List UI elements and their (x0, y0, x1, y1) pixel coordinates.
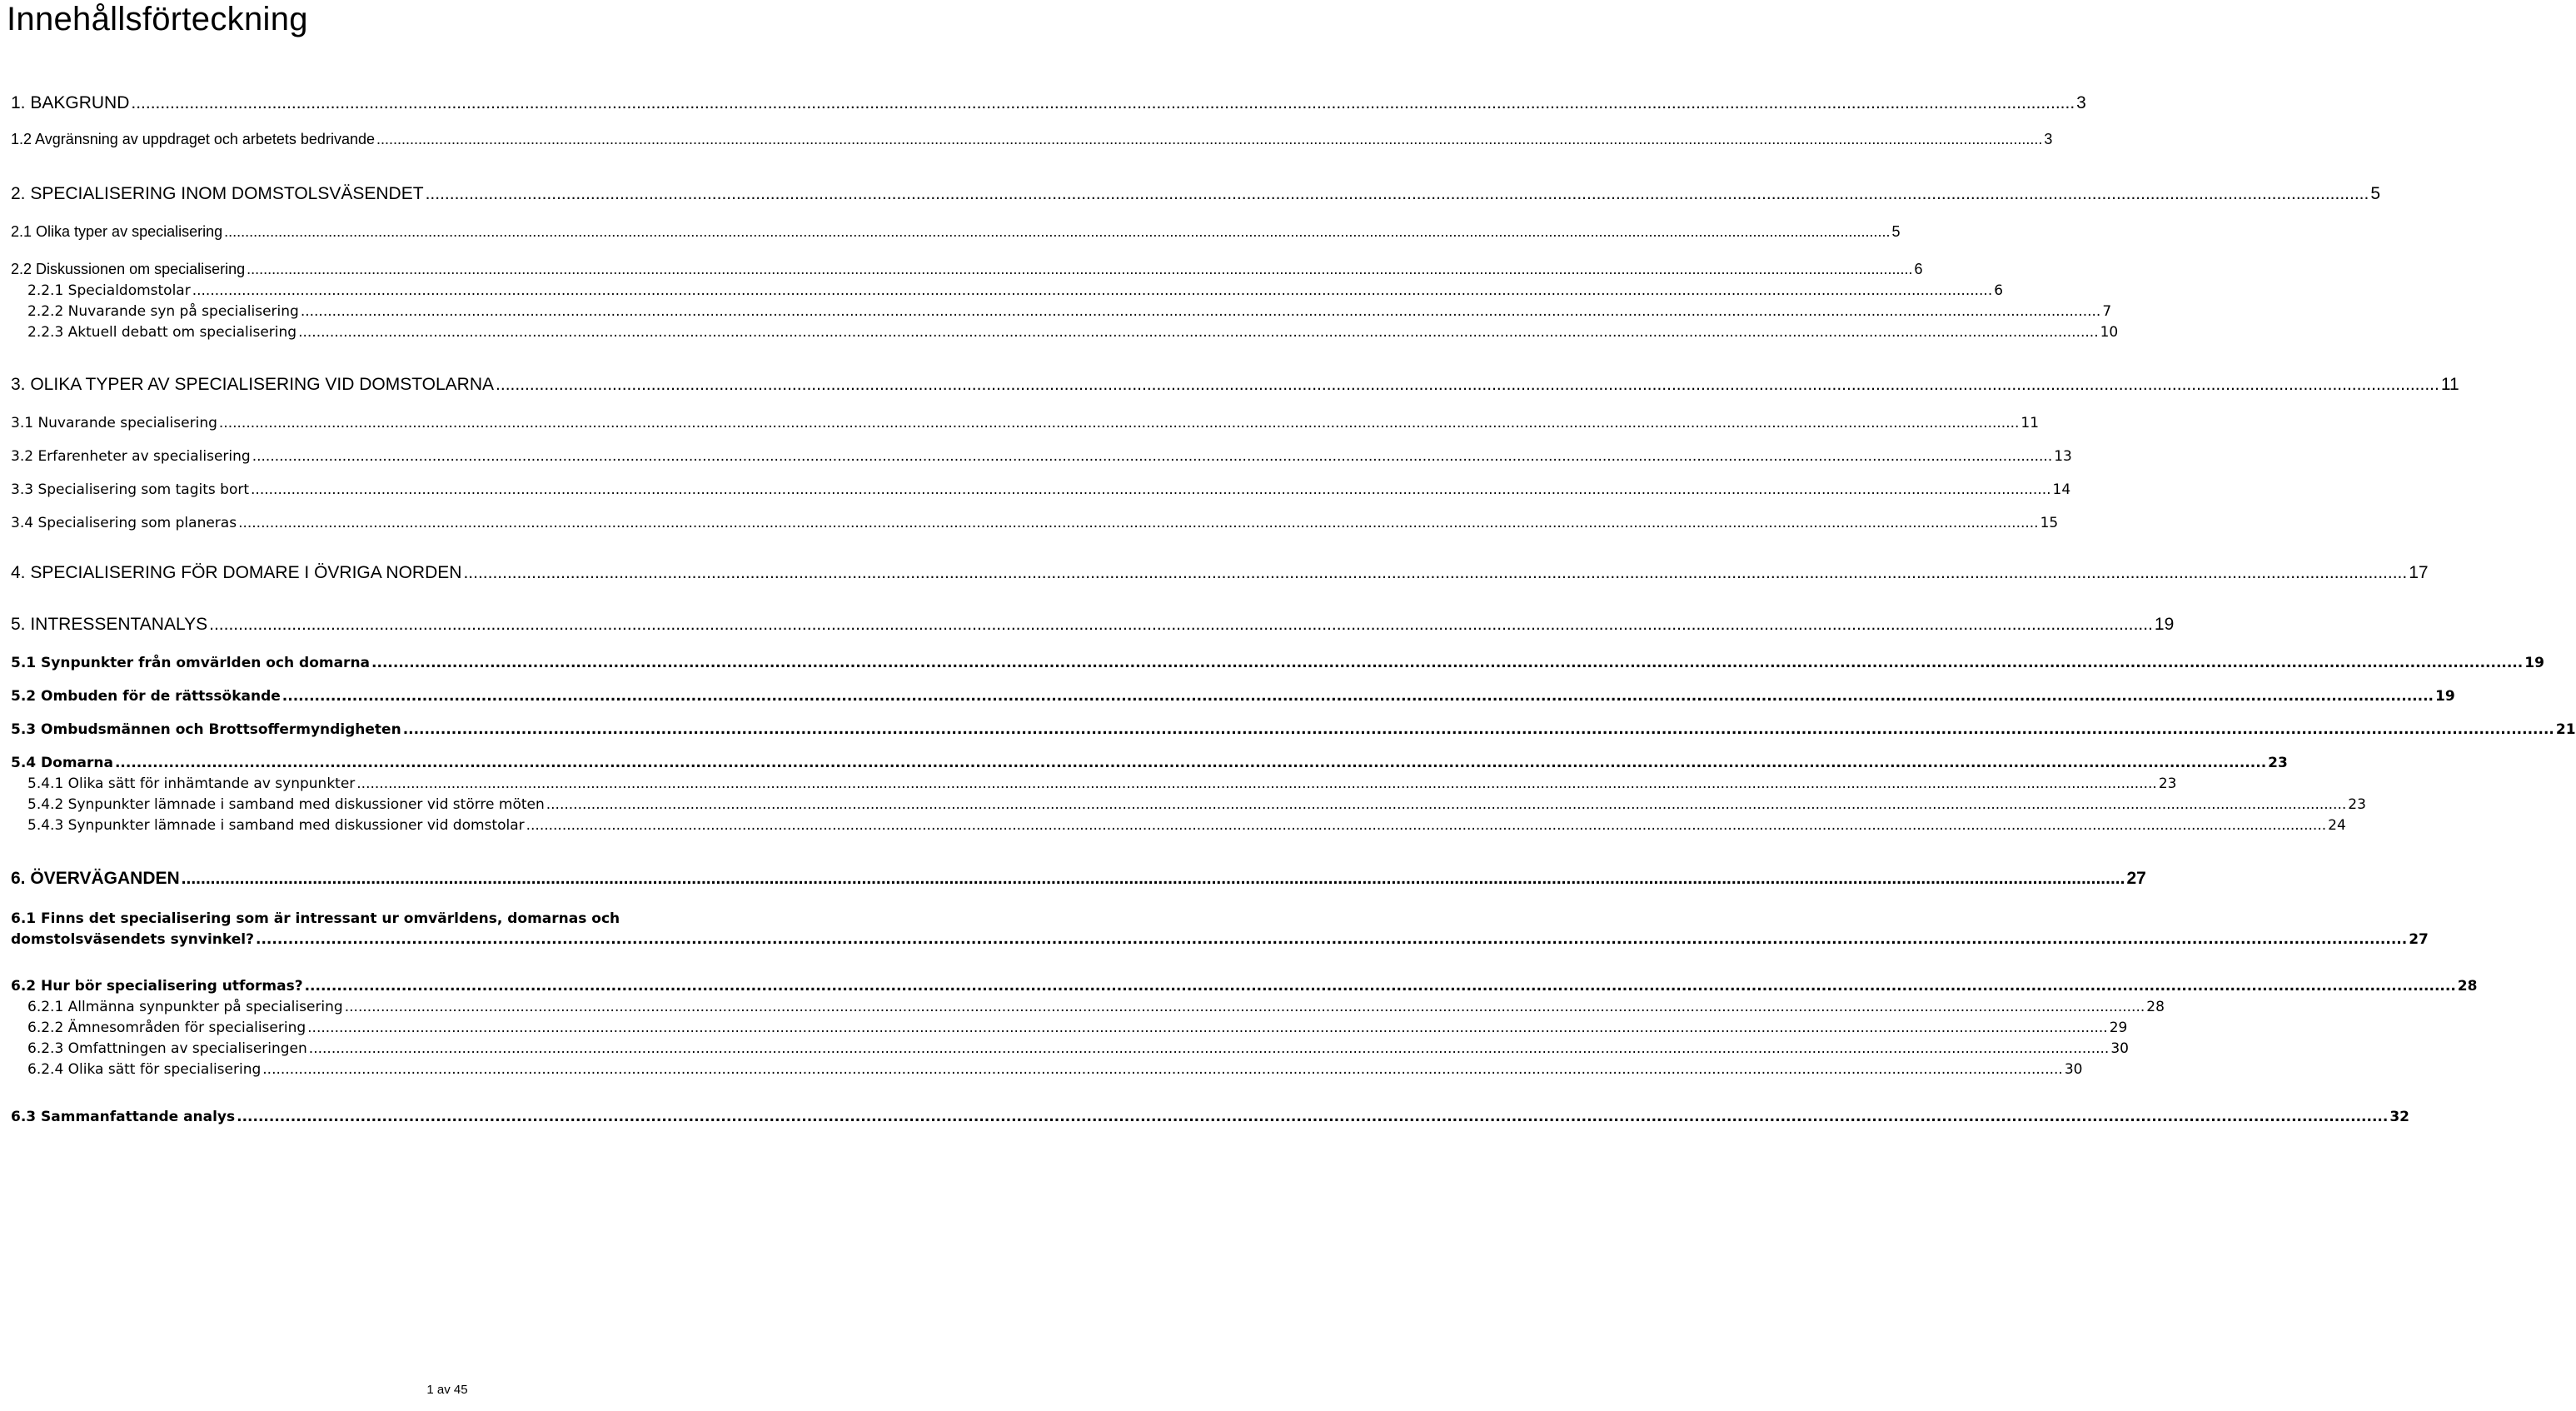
toc-entry[interactable] (11, 931, 2429, 948)
toc-page-number: 5 (2370, 184, 2381, 203)
toc-entry-label: 6.2.2 Ämnesområden för specialisering (27, 1020, 306, 1036)
toc-leader: ................................................................................................................................................................................................................................................................................................................................................................................................................ (356, 775, 2157, 792)
toc-leader: ................................................................................................................................................................................................................................................................................................................................................................................................................ (376, 131, 2043, 147)
toc-leader: ................................................................................................................................................................................................................................................................................................................................................................................................................ (181, 869, 2125, 888)
toc-entry-label: 5.3 Ombudsmännen och Brottsoffermyndigheten (11, 721, 401, 738)
toc-leader: ................................................................................................................................................................................................................................................................................................................................................................................................................ (304, 978, 2456, 995)
toc-entry[interactable] (27, 817, 2346, 834)
toc-entry[interactable] (27, 775, 2177, 792)
toc-entry[interactable] (11, 515, 2059, 531)
toc-leader: ................................................................................................................................................................................................................................................................................................................................................................................................................ (344, 999, 2145, 1015)
toc-page-number: 10 (2100, 324, 2119, 341)
toc-entry[interactable] (11, 481, 2071, 498)
page-footer: 1 av 45 (426, 1383, 468, 1397)
toc-page-number: 6 (1994, 282, 2004, 299)
toc-page-number: 30 (2064, 1061, 2083, 1078)
toc-entry[interactable] (11, 1109, 2410, 1125)
toc-leader: ................................................................................................................................................................................................................................................................................................................................................................................................................ (300, 303, 2101, 320)
toc-entry-label: 6.2.1 Allmänna synpunkter på specialisering (27, 999, 343, 1015)
toc-entry[interactable] (11, 448, 2072, 465)
toc-leader: ................................................................................................................................................................................................................................................................................................................................................................................................................ (526, 817, 2327, 834)
toc-leader: ................................................................................................................................................................................................................................................................................................................................................................................................................ (298, 324, 2099, 341)
toc-entry-label: 6.2.3 Omfattningen av specialiseringen (27, 1040, 307, 1057)
toc-entry-label: 3.1 Nuvarande specialisering (11, 415, 217, 431)
toc-page-number: 3 (2044, 131, 2053, 147)
toc-entry-label: 5.4.3 Synpunkter lämnade i samband med diskussioner vid domstolar (27, 817, 525, 834)
toc-entry[interactable] (11, 688, 2455, 705)
toc-leader: ................................................................................................................................................................................................................................................................................................................................................................................................................ (192, 282, 1993, 299)
toc-entry[interactable] (11, 131, 2053, 148)
toc-leader: ................................................................................................................................................................................................................................................................................................................................................................................................................ (237, 1109, 2389, 1125)
toc-page-number: 27 (2126, 869, 2146, 888)
toc-entry-label: 3.4 Specialisering som planeras (11, 515, 237, 531)
toc-entry[interactable] (27, 303, 2112, 320)
toc-entry-label: 6. ÖVERVÄGANDEN (11, 869, 180, 888)
toc-leader: ................................................................................................................................................................................................................................................................................................................................................................................................................ (218, 415, 2020, 431)
toc-leader: ................................................................................................................................................................................................................................................................................................................................................................................................................ (402, 721, 2554, 738)
toc-entry[interactable] (27, 999, 2165, 1015)
toc-entry[interactable] (11, 563, 2429, 583)
toc-leader: ................................................................................................................................................................................................................................................................................................................................................................................................................ (496, 375, 2439, 394)
toc-entry-label: 5.4.2 Synpunkter lämnade i samband med diskussioner vid större möten (27, 796, 545, 813)
toc-entry[interactable] (11, 978, 2478, 995)
toc-entry-label: 2.2.3 Aktuell debatt om specialisering (27, 324, 297, 341)
toc-page-number: 29 (2109, 1020, 2128, 1036)
toc-leader: ................................................................................................................................................................................................................................................................................................................................................................................................................ (546, 796, 2347, 813)
toc-entry-label: 2.2.2 Nuvarande syn på specialisering (27, 303, 299, 320)
toc-leader: ................................................................................................................................................................................................................................................................................................................................................................................................................ (114, 755, 2267, 771)
toc-page-number: 30 (2110, 1040, 2129, 1057)
toc-entry-label: domstolsväsendets synvinkel? (11, 931, 254, 948)
toc-page-number: 7 (2102, 303, 2112, 320)
toc-entry-label: 6.3 Sammanfattande analys (11, 1109, 236, 1125)
toc-entry-label: 5.1 Synpunkter från omvärlden och domarna (11, 655, 371, 671)
toc-entry-label: 1.2 Avgränsning av uppdraget och arbetets bedrivande (11, 131, 375, 147)
toc-entry-label: 6.2.4 Olika sätt för specialisering (27, 1061, 262, 1078)
toc-leader: ................................................................................................................................................................................................................................................................................................................................................................................................................ (255, 931, 2408, 948)
toc-page-number: 15 (2040, 515, 2059, 531)
toc-entry[interactable] (11, 375, 2459, 395)
toc-leader: ................................................................................................................................................................................................................................................................................................................................................................................................................ (307, 1020, 2108, 1036)
toc-leader: ................................................................................................................................................................................................................................................................................................................................................................................................................ (131, 93, 2075, 112)
toc-page-number: 11 (2020, 415, 2040, 431)
toc-page-number: 23 (2268, 755, 2288, 771)
toc-entry-label: 2.2.1 Specialdomstolar (27, 282, 191, 299)
toc-leader: ................................................................................................................................................................................................................................................................................................................................................................................................................ (425, 184, 2369, 203)
toc-leader: ................................................................................................................................................................................................................................................................................................................................................................................................................ (282, 688, 2434, 705)
toc-leader: ................................................................................................................................................................................................................................................................................................................................................................................................................ (463, 563, 2408, 582)
toc-entry[interactable] (11, 721, 2576, 738)
toc-entry[interactable] (11, 869, 2146, 889)
toc-leader: ................................................................................................................................................................................................................................................................................................................................................................................................................ (252, 448, 2053, 465)
toc-entry-label: 3.2 Erfarenheter av specialisering (11, 448, 251, 465)
toc-page-number: 3 (2076, 93, 2086, 112)
toc-page-number: 17 (2409, 563, 2429, 582)
toc-page-number: 11 (2440, 375, 2459, 394)
toc-entry[interactable] (27, 324, 2119, 341)
toc-leader: ................................................................................................................................................................................................................................................................................................................................................................................................................ (251, 481, 2051, 498)
toc-leader: ................................................................................................................................................................................................................................................................................................................................................................................................................ (247, 261, 1913, 277)
toc-page-number: 32 (2389, 1109, 2410, 1125)
toc-entry[interactable] (27, 282, 2004, 299)
toc-entry-label: 3. OLIKA TYPER AV SPECIALISERING VID DOMSTOLARNA (11, 375, 495, 394)
toc-entry[interactable] (11, 615, 2175, 635)
toc-page-number: 21 (2555, 721, 2576, 738)
toc-page-number: 13 (2054, 448, 2072, 465)
toc-entry[interactable] (27, 1040, 2129, 1057)
toc-leader: ................................................................................................................................................................................................................................................................................................................................................................................................................ (224, 223, 1891, 240)
toc-page-number: 28 (2457, 978, 2478, 995)
toc-entry-label: 2. SPECIALISERING INOM DOMSTOLSVÄSENDET (11, 184, 424, 203)
toc-page-number: 14 (2052, 481, 2071, 498)
toc-leader: ................................................................................................................................................................................................................................................................................................................................................................................................................ (371, 655, 2524, 671)
toc-entry-label: 5. INTRESSENTANALYS (11, 615, 208, 634)
toc-page-number: 23 (2348, 796, 2366, 813)
toc-page-number: 19 (2435, 688, 2455, 705)
toc-entry[interactable] (11, 655, 2544, 671)
toc-entry-label-line1[interactable]: 6.1 Finns det specialisering som är intressant ur omvärldens, domarnas och (11, 910, 620, 927)
toc-leader: ................................................................................................................................................................................................................................................................................................................................................................................................................ (209, 615, 2153, 634)
toc-entry-label: 5.4.1 Olika sätt för inhämtande av synpunkter (27, 775, 356, 792)
toc-page-number: 19 (2154, 615, 2175, 634)
toc-entry-label: 2.2 Diskussionen om specialisering (11, 261, 246, 277)
toc-entry-label: 3.3 Specialisering som tagits bort (11, 481, 250, 498)
toc-entry[interactable] (11, 93, 2086, 113)
toc-entry[interactable] (11, 223, 1901, 241)
toc-entry-label: 1. BAKGRUND (11, 93, 130, 112)
toc-page-number: 24 (2328, 817, 2346, 834)
toc-page-number: 5 (1891, 223, 1901, 240)
toc-entry-label: 4. SPECIALISERING FÖR DOMARE I ÖVRIGA NORDEN (11, 563, 462, 582)
toc-page-number: 23 (2158, 775, 2177, 792)
toc-entry[interactable] (27, 1061, 2083, 1078)
toc-entry[interactable] (11, 755, 2288, 771)
toc-page-number: 28 (2146, 999, 2165, 1015)
toc-entry[interactable] (27, 796, 2366, 813)
page-title: Innehållsförteckning (7, 1, 308, 37)
toc-leader: ................................................................................................................................................................................................................................................................................................................................................................................................................ (238, 515, 2039, 531)
toc-entry[interactable] (11, 184, 2381, 204)
toc-entry[interactable] (27, 1020, 2128, 1036)
toc-entry-label: 2.1 Olika typer av specialisering (11, 223, 223, 240)
toc-page-number: 6 (1914, 261, 1923, 277)
toc-entry[interactable] (11, 415, 2040, 431)
toc-page-number: 19 (2524, 655, 2544, 671)
toc-entry-label: 6.2 Hur bör specialisering utformas? (11, 978, 303, 995)
toc-entry[interactable] (11, 261, 1923, 278)
toc-page-number: 27 (2409, 931, 2429, 948)
toc-entry-label: 5.4 Domarna (11, 755, 113, 771)
toc-entry-label: 5.2 Ombuden för de rättssökande (11, 688, 281, 705)
toc-leader: ................................................................................................................................................................................................................................................................................................................................................................................................................ (262, 1061, 2063, 1078)
toc-leader: ................................................................................................................................................................................................................................................................................................................................................................................................................ (308, 1040, 2110, 1057)
